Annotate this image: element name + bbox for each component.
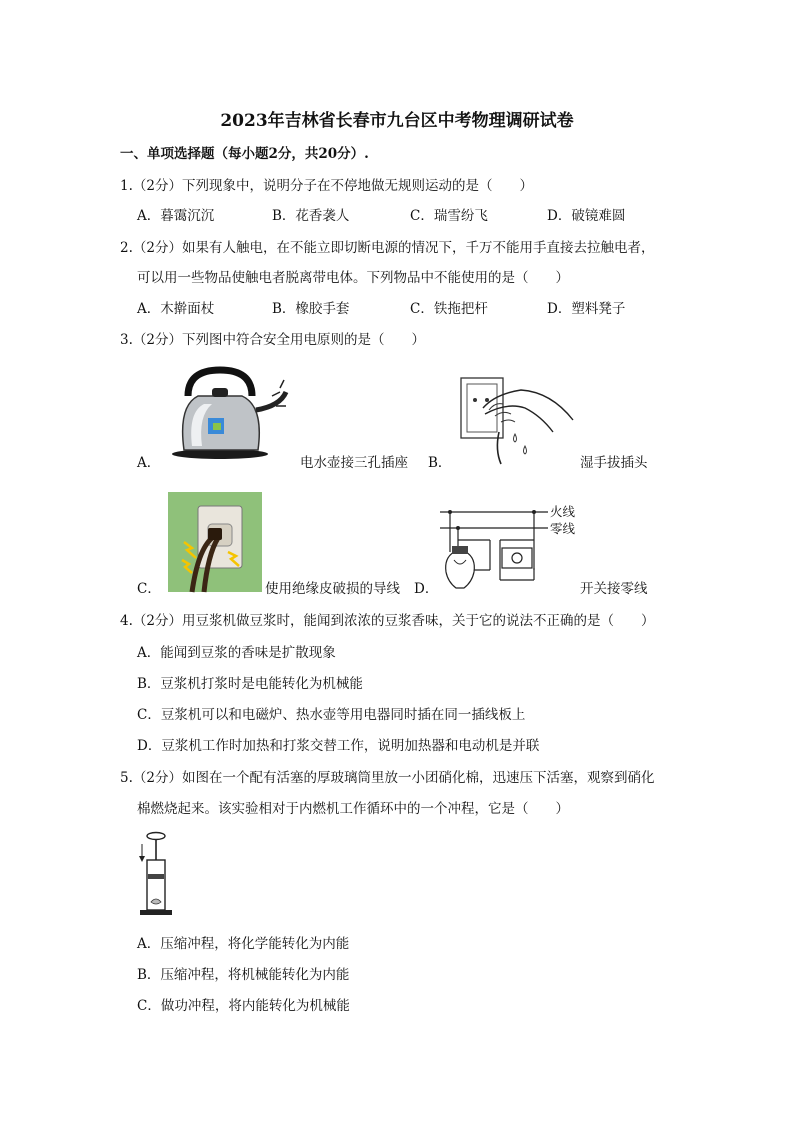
q5-option-a: A．压缩冲程，将化学能转化为内能 xyxy=(137,936,350,952)
q2-stem-line2: 可以用一些物品使触电者脱离带电体。下列物品中不能使用的是（ ） xyxy=(137,270,569,286)
q3-option-c-caption: 使用绝缘皮破损的导线 xyxy=(265,581,400,597)
piston-cylinder-figure xyxy=(136,830,176,922)
q5-stem-line1: 5.（2分）如图在一个配有活塞的厚玻璃筒里放一小团硝化棉，迅速压下活塞，观察到硝化 xyxy=(120,770,655,786)
q5-option-c: C．做功冲程，将内能转化为机械能 xyxy=(137,998,350,1014)
q3-option-d-caption: 开关接零线 xyxy=(580,581,648,597)
q1-option-b: B．花香袭人 xyxy=(272,208,350,224)
q1-option-a: A．暮霭沉沉 xyxy=(137,208,215,224)
damaged-wire-figure xyxy=(168,492,262,592)
q2-stem-line1: 2.（2分）如果有人触电，在不能立即切断电源的情况下，千万不能用手直接去拉触电者， xyxy=(120,240,655,256)
q4-stem: 4.（2分）用豆浆机做豆浆时，能闻到浓浓的豆浆香味，关于它的说法不正确的是（ ） xyxy=(120,613,655,629)
q3-option-a-caption: 电水壶接三孔插座 xyxy=(300,455,408,471)
neutral-wire-label: 零线 xyxy=(550,521,576,536)
q4-option-d: D．豆浆机工作时加热和打浆交替工作，说明加热器和电动机是并联 xyxy=(137,738,540,754)
q4-option-b: B．豆浆机打浆时是电能转化为机械能 xyxy=(137,676,363,692)
q5-stem-line2: 棉燃烧起来。该实验相对于内燃机工作循环中的一个冲程，它是（ ） xyxy=(137,801,569,817)
wet-hand-plug-figure xyxy=(455,374,577,466)
q3-option-b-caption: 湿手拔插头 xyxy=(580,455,648,471)
page-title: 2023年吉林省长春市九台区中考物理调研试卷 xyxy=(220,111,574,131)
q1-option-d: D．破镜难圆 xyxy=(547,208,626,224)
q2-option-a: A．木擀面杖 xyxy=(137,301,215,317)
q2-option-b: B．橡胶手套 xyxy=(272,301,350,317)
kettle-figure xyxy=(168,366,296,462)
q1-option-c: C．瑞雪纷飞 xyxy=(410,208,488,224)
q4-option-a: A．能闻到豆浆的香味是扩散现象 xyxy=(137,645,336,661)
q2-option-c: C．铁拖把杆 xyxy=(410,301,488,317)
q1-stem: 1.（2分）下列现象中，说明分子在不停地做无规则运动的是（ ） xyxy=(120,178,533,194)
q3-option-b-letter: B． xyxy=(428,455,452,471)
q2-option-d: D．塑料凳子 xyxy=(547,301,626,317)
q3-option-a-letter: A． xyxy=(137,455,161,471)
fire-wire-label: 火线 xyxy=(550,504,576,519)
q3-stem: 3.（2分）下列图中符合安全用电原则的是（ ） xyxy=(120,332,425,348)
q4-option-c: C．豆浆机可以和电磁炉、热水壶等用电器同时插在同一插线板上 xyxy=(137,707,526,723)
section-heading: 一、单项选择题（每小题2分，共20分）. xyxy=(120,146,369,162)
q5-option-b: B．压缩冲程，将机械能转化为内能 xyxy=(137,967,350,983)
q3-option-c-letter: C． xyxy=(137,581,161,597)
q3-option-d-letter: D． xyxy=(414,581,439,597)
